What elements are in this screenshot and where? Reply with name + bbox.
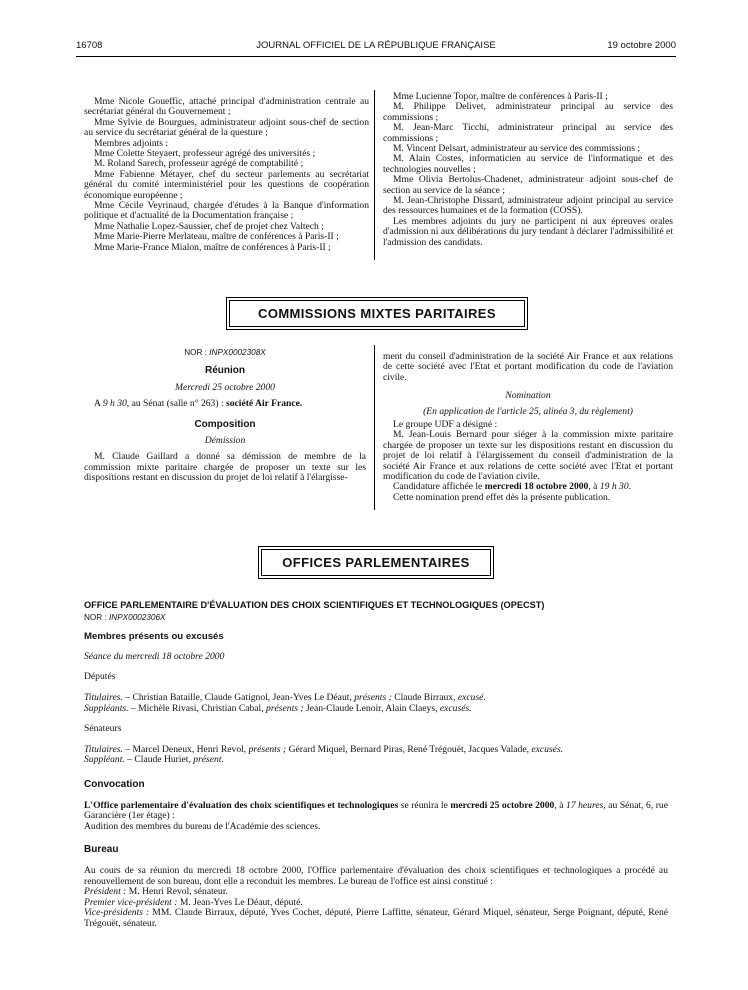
effet-line: Cette nomination prend effet dès la présente publication. <box>393 491 611 503</box>
composition-heading: Composition <box>194 418 256 430</box>
nomination-heading: Nomination <box>505 390 551 402</box>
text: – Christian Bataille, Claude Gatignol, Jean-Yves Le Déaut, <box>122 691 355 703</box>
opecst-section <box>84 600 668 929</box>
status: présent. <box>193 754 224 766</box>
list-item: Mme Nicole Goueffic, attaché principal d'administration centrale au secrétariat général du Gouvernement ; <box>84 96 369 118</box>
list-item: Mme Lucienne Topor, maître de conférences à Paris-II ; <box>393 91 608 102</box>
office-name: L'Office parlementaire d'évaluation des choix scientifiques et technologiques <box>84 799 399 811</box>
vps-line <box>84 908 668 929</box>
status: excusés. <box>531 743 564 755</box>
text: – Marcel Deneux, Henri Revol, <box>122 743 249 755</box>
text: MM. Claude Birraux, député, Yves Cochet, député, Pierre Laffitte, sénateur, Gérard Miquel, sénateur, Serge Poignant, député, René Trégouët, sénateur. <box>84 907 669 929</box>
status: présents ; <box>354 691 392 703</box>
list-item: Mme Colette Steyaert, professeur agrégé des universités ; <box>94 148 316 160</box>
label: Suppléant. <box>84 754 125 766</box>
nor-label: NOR : <box>184 348 207 357</box>
issue-date: 19 octobre 2000 <box>607 40 676 51</box>
page-number: 16708 <box>76 40 103 51</box>
meeting-line <box>84 399 366 409</box>
reunion-date: Mercredi 25 octobre 2000 <box>175 381 275 393</box>
status: présents ; <box>248 743 287 755</box>
list-item: Mme Nathalie Lopez-Saussier, chef de projet chez Valtech ; <box>94 220 324 232</box>
audition-line: Audition des membres du bureau de l'Académie des sciences. <box>84 820 321 832</box>
conv-time: 17 heures <box>566 799 604 811</box>
reunion-heading: Réunion <box>205 365 245 377</box>
seance-line: Séance du mercredi 18 octobre 2000 <box>84 650 225 662</box>
nomination-text: M. Jean-Louis Bernard pour siéger à la commission mixte paritaire chargée de proposer un texte sur les dispositions restant en discussion du projet de loi relatif à l'élargissement du conseil d'administration de la société Air France et aux relations de cette société avec l'Etat et portant modification du code de l'aviation civile. <box>383 429 673 483</box>
text: se réunira le <box>398 799 451 811</box>
list-item: M. Alain Costes, informaticien au service de l'informatique et des technologies nouvelles ; <box>383 153 673 175</box>
groupe-line: Le groupe UDF a désigné : <box>393 419 498 431</box>
section-title-box <box>258 546 494 579</box>
bureau-text: Au cours de sa réunion du mercredi 18 octobre 2000, l'Office parlementaire d'évaluation des choix scientifiques et technologiques a procédé au renouvellement de son bureau, dont elle a reconduit les membres. Le bureau de l'office est ainsi constitué : <box>84 864 668 887</box>
nor-line <box>84 613 668 624</box>
label: Titulaires. <box>84 743 123 755</box>
label: Premier vice-président : <box>84 896 178 908</box>
list-item: Mme Marie-Pierre Merlateau, maître de conférences à Paris-II ; <box>94 231 339 243</box>
journal-title: JOURNAL OFFICIEL DE LA RÉPUBLIQUE FRANÇAISE <box>256 40 496 51</box>
section-title: COMMISSIONS MIXTES PARITAIRES <box>229 300 525 327</box>
column-divider <box>374 90 375 260</box>
nor-line <box>84 348 366 358</box>
list-item: Les membres adjoints du jury ne participent ni aux épreuves orales d'admission ni aux délibérations du jury tendant à déclarer l'admissibilité et l'admission des candidats. <box>383 215 673 248</box>
status: présents ; <box>266 702 304 714</box>
senateurs-heading: Sénateurs <box>84 723 122 735</box>
list-item: Mme Cécile Veyrinaud, chargée d'études à la Banque d'information politique et d'actualité de la Documentation française ; <box>84 200 369 222</box>
text: Jean-Claude Lenoir, Alain Claeys, <box>303 702 440 714</box>
cmp-right-column <box>383 352 673 503</box>
convocation-heading: Convocation <box>84 778 145 790</box>
candidature-date: mercredi 18 octobre 2000 <box>484 481 589 493</box>
continuation-text: ment du conseil d'administration de la société Air France et aux relations de cette société avec l'Etat et portant modification du code de l'aviation civile. <box>383 351 673 383</box>
top-right-column <box>383 92 673 248</box>
section-title: OFFICES PARLEMENTAIRES <box>261 549 491 576</box>
meeting-subject: société Air France. <box>226 398 303 410</box>
list-item: Membres adjoints : <box>94 137 169 149</box>
demission-heading: Démission <box>204 435 246 447</box>
office-title: OFFICE PARLEMENTAIRE D'ÉVALUATION DES CHOIX SCIENTIFIQUES ET TECHNOLOGIQUES (OPECST) <box>84 600 545 610</box>
text: – Michèle Rivasi, Christian Cabal, <box>128 702 267 714</box>
conv-date: mercredi 25 octobre 2000 <box>450 799 555 811</box>
text: Gérard Miquel, Bernard Piras, René Trégouët, Jacques Valade, <box>286 743 532 755</box>
text: , au Sénat, 6, rue Garancière (1er étage) : <box>84 799 668 822</box>
nor-code: INPX0002308X <box>209 348 266 357</box>
nor-label: NOR : <box>84 612 107 622</box>
candidature-c: . <box>628 481 632 493</box>
cmp-left-column <box>84 348 366 484</box>
column-divider <box>374 345 375 510</box>
candidature-a: Candidature affichée le <box>393 481 485 493</box>
meeting-time: 9 h 30 <box>102 398 127 410</box>
label: Titulaires. <box>84 691 123 703</box>
bureau-heading: Bureau <box>84 844 119 856</box>
status: excusé. <box>457 691 486 703</box>
list-item: Mme Marie-France Mialon, maître de conférences à Paris-II ; <box>94 241 331 253</box>
text: Claude Birraux, <box>391 691 458 703</box>
label: Vice-présidents : <box>84 907 150 919</box>
senateurs-suppleant <box>84 755 668 766</box>
deputes-heading: Députés <box>84 671 116 683</box>
text: – Claude Huriet, <box>124 754 194 766</box>
top-left-column <box>84 97 369 253</box>
nor-code: INPX0002306X <box>109 612 166 622</box>
list-item: Mme Sylvie de Bourgues, administrateur adjoint sous-chef de section au service du secrétariat général de la questure ; <box>84 116 369 139</box>
text: M. Jean-Yves Le Déaut, député. <box>177 896 303 908</box>
candidature-time: 19 h 30 <box>599 481 629 493</box>
list-item: M. Roland Sarech, professeur agrégé de comptabilité ; <box>94 158 304 170</box>
list-item: M. Jean-Christophe Dissard, administrateur adjoint principal au service des ressources humaines et de la formation (COSS). <box>383 195 673 217</box>
deputes-suppleants <box>84 704 668 715</box>
status: excusés. <box>439 702 472 714</box>
header-rule <box>76 56 676 57</box>
meeting-b: , au Sénat (salle n° 263) : <box>126 398 227 410</box>
label: Président : <box>84 886 127 898</box>
membres-heading: Membres présents ou excusés <box>84 631 224 643</box>
list-item: Mme Fabienne Métayer, chef du secteur parlements au secrétariat général du comité interministériel pour les questions de coopération économique européenne ; <box>84 168 369 201</box>
meeting-a: A <box>94 398 103 410</box>
list-item: Mme Olivia Bertolus-Chadenet, administrateur adjoint sous-chef de section au service de la séance ; <box>383 174 673 196</box>
demission-text: M. Claude Gaillard a donné sa démission de membre de la commission mixte paritaire chargée de proposer un texte sur les dispositions restant en discussion du projet de loi relatif à l'élargisse- <box>84 451 366 484</box>
page-header <box>76 40 676 54</box>
list-item: M. Philippe Delivet, administrateur principal au service des commissions ; <box>383 101 673 123</box>
list-item: M. Jean-Marc Ticchi, administrateur principal au service des commissions ; <box>383 122 673 144</box>
candidature-b: , à <box>588 481 600 493</box>
text: M. Henri Revol, sénateur. <box>126 886 228 898</box>
section-title-box <box>226 297 528 330</box>
label: Suppléants. <box>84 702 129 714</box>
text: , à <box>554 799 567 811</box>
convocation-text <box>84 801 668 822</box>
list-item: M. Vincent Delsart, administrateur au service des commissions ; <box>393 143 641 155</box>
nomination-ref: (En application de l'article 25, alinéa 3, du règlement) <box>423 405 633 417</box>
